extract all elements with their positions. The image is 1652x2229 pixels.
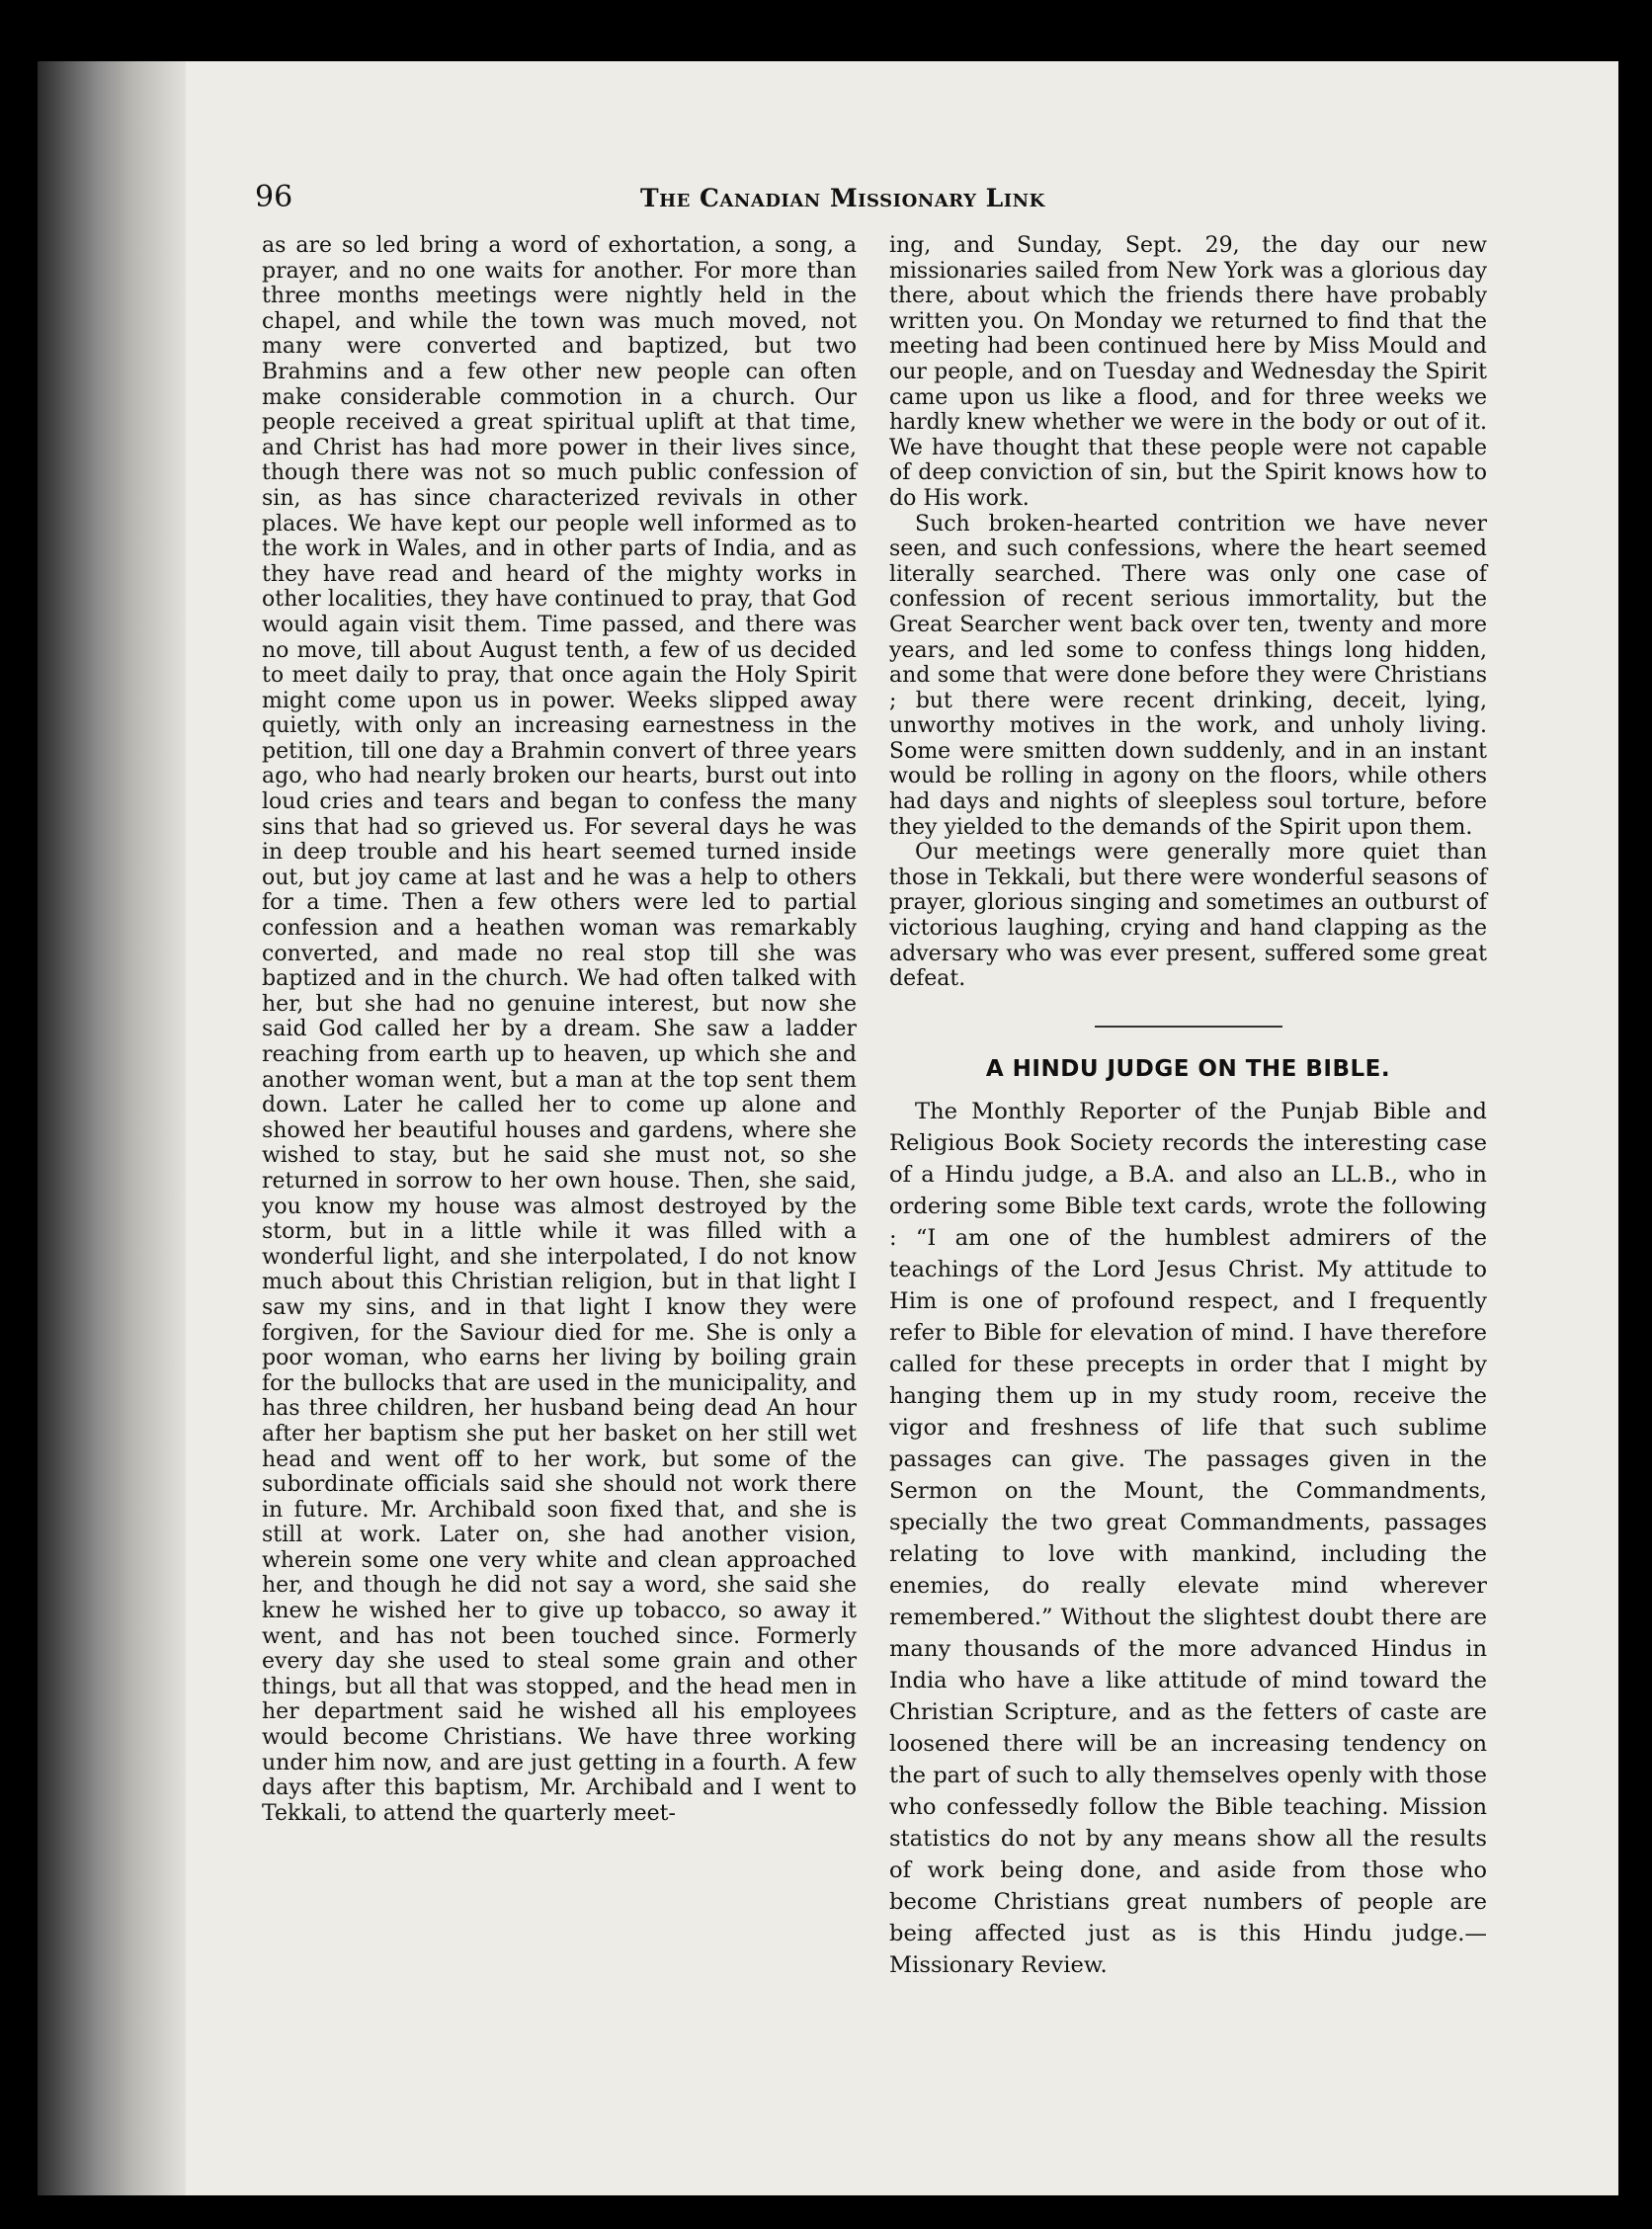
book-binding-shadow — [38, 61, 186, 2195]
right-paragraph-2: Such broken-hearted contrition we have never seen, and such confessions, where the heart seemed literally searched. There was only one case of confession of recent serious immortality, but the Great Searcher went back over ten, twenty and more years, and led some to confess things long hidden, and some that were done before they were Christians ; but there were recent drinking, deceit, lying, unworthy motives in the work, and unholy living. Some were smitten down suddenly, and in an instant would be rolling in agony on the floors, while others had days and nights of sleepless soul torture, before they yielded to the demands of the Spirit upon them. — [889, 511, 1487, 840]
right-paragraph-1: ing, and Sunday, Sept. 29, the day our new missionaries sailed from New York was a glorious day there, about which the friends there have probably written you. On Monday we returned to find that the meeting had been continued here by Miss Mould and our people, and on Tuesday and Wednesday the Spirit came upon us like a flood, and for three weeks we hardly knew whether we were in the body or out of it. We have thought that these people were not capable of deep conviction of sin, but the Spirit knows how to do His work. — [889, 233, 1487, 511]
running-title: The Canadian Missionary Link — [640, 184, 1045, 212]
right-paragraph-3: Our meetings were generally more quiet than those in Tekkali, but there were wonderful seasons of prayer, glorious singing and sometimes an outburst of victorious laughing, crying and hand clapping as the adversary who was ever present, suffered some great defeat. — [889, 840, 1487, 992]
page-number: 96 — [255, 180, 293, 214]
article-title: A HINDU JUDGE ON THE BIBLE. — [985, 1055, 1391, 1082]
article-body: The Monthly Reporter of the Punjab Bible and Religious Book Society records the interesting case of a Hindu judge, a B.A. and also an LL.B., who in ordering some Bible text cards, wrote the following : “I am one of the humblest admirers of the teachings of the Lord Jesus Christ. My attitude to Him is one of profound respect, and I frequently refer to Bible for elevation of mind. I have therefore called for these precepts in order that I might by hanging them up in my study room, receive the vigor and freshness of life that such sublime passages can give. The passages given in the Sermon on the Mount, the Commandments, specially the two great Commandments, passages relating to love with mankind, including the enemies, do really elevate mind wherever remembered.” Without the slightest doubt there are many thousands of the more advanced Hindus in India who have a like attitude of mind toward the Christian Scripture, and as the fetters of caste are loosened there will be an increasing tendency on the part of such to ally themselves openly with those who confessedly follow the Bible teaching. Mission statistics do not by any means show all the results of work being done, and aside from those who become Christians great numbers of people are being affected just as is this Hindu judge.—Missionary Review. — [889, 1099, 1487, 1979]
left-paragraph-1: as are so led bring a word of exhortation, a song, a prayer, and no one waits for another. For more than three months meetings were nightly held in the chapel, and while the town was much moved, not many were converted and baptized, but two Brahmins and a few other new people can often make considerable commotion in a church. Our people received a great spiritual uplift at that time, and Christ has had more power in their lives since, though there was not so much public confession of sin, as has since characterized revivals in other places. We have kept our people well informed as to the work in Wales, and in other parts of India, and as they have read and heard of the mighty works in other localities, they have continued to pray, that God would again visit them. Time passed, and there was no move, till about August tenth, a few of us decided to meet daily to pray, that once again the Holy Spirit might come upon us in power. Weeks slipped away quietly, with only an increasing earnestness in the petition, till one day a Brahmin convert of three years ago, who had nearly broken our hearts, burst out into loud cries and tears and began to confess the many sins that had so grieved us. For several days he was in deep trouble and his heart seemed turned inside out, but joy came at last and he was a help to others for a time. Then a few others were led to partial confession and a heathen woman was remarkably converted, and made no real stop till she was baptized and in the church. We had often talked with her, but she had no genuine interest, but now she said God called her by a dream. She saw a ladder reaching from earth up to heaven, up which she and another woman went, but a man at the top sent them down. Later he called her to come up alone and showed her beautiful houses and gardens, where she wished to stay, but he said she must not, so she returned in sorrow to her own house. Then, she said, you know my house was almost destroyed by the storm, but in a little while it was filled with a wonderful light, and she interpolated, I do not know much about this Christian religion, but in that light I saw my sins, and in that light I know they were forgiven, for the Saviour died for me. She is only a poor woman, who earns her living by boiling grain for the bullocks that are used in the municipality, and has three children, her husband being dead An hour after her baptism she put her basket on her still wet head and went off to her work, but some of the subordinate officials said she should not work there in future. Mr. Archibald soon fixed that, and she is still at work. Later on, she had another vision, wherein some one very white and clean approached her, and though he did not say a word, she said she knew he wished her to give up tobacco, so away it went, and has not been touched since. Formerly every day she used to steal some grain and other things, but all that was stopped, and the head men in her department said he wished all his employees would become Christians. We have three working under him now, and are just getting in a fourth. A few days after this baptism, Mr. Archibald and I went to Tekkali, to attend the quarterly meet- — [262, 233, 857, 1826]
left-column — [262, 233, 857, 1826]
page-header — [255, 180, 1505, 219]
section-divider — [1095, 1026, 1282, 1028]
right-column — [889, 233, 1487, 1981]
